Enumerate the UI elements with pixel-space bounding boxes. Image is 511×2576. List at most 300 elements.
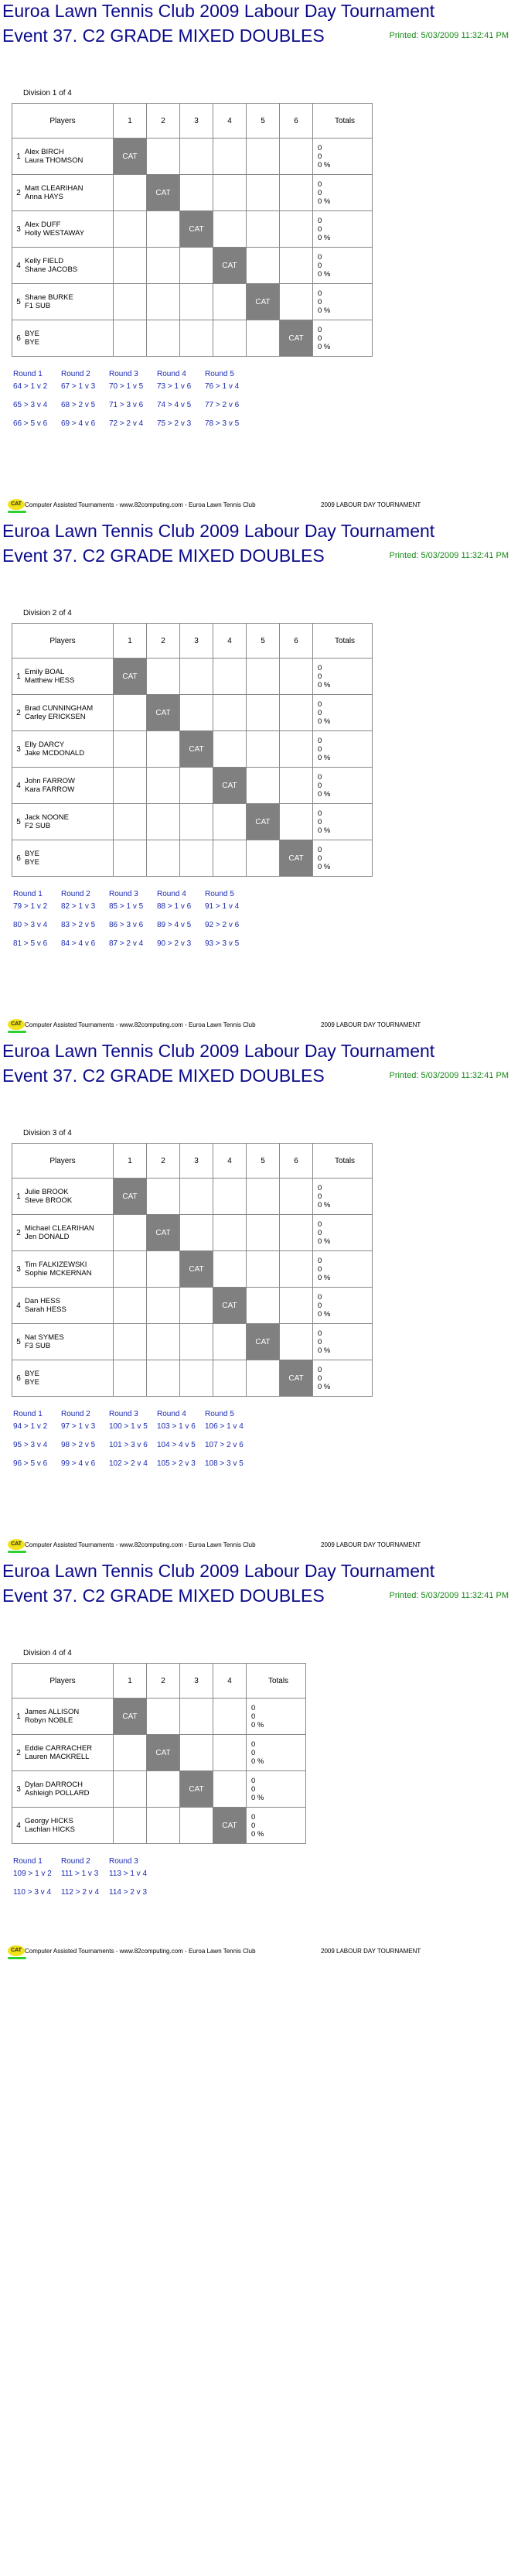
totals-header: Totals <box>247 1664 306 1699</box>
player-one-name: Nat SYMES <box>25 1333 64 1342</box>
total-value: 0 <box>251 1812 256 1822</box>
score-cell <box>180 248 213 284</box>
score-cell <box>180 1735 213 1771</box>
round-match: 108 > 3 v 5 <box>205 1459 244 1468</box>
page-header <box>0 520 511 570</box>
score-cell <box>114 284 147 320</box>
round-match: 95 > 3 v 4 <box>13 1441 48 1449</box>
score-cell <box>180 1215 213 1251</box>
player-cell <box>12 139 114 175</box>
player-two-name: Kara FARROW <box>25 785 75 794</box>
division-page <box>0 1040 511 1560</box>
division-page <box>0 0 511 520</box>
score-cell <box>114 804 147 840</box>
total-value: 0 <box>318 744 322 754</box>
score-cell <box>147 731 180 768</box>
player-two-name: F1 SUB <box>25 302 51 310</box>
self-match-cat-cell: CAT <box>280 1360 313 1397</box>
score-cell <box>213 1324 247 1360</box>
totals-cell <box>313 211 373 248</box>
column-number-header: 1 <box>114 104 147 139</box>
total-value: 0 % <box>318 789 331 799</box>
player-one-name: Jack NOONE <box>25 813 70 822</box>
player-number: 1 <box>16 1192 21 1201</box>
round-match: 113 > 1 v 4 <box>109 1870 148 1878</box>
round-robin-grid <box>12 103 373 357</box>
player-cell <box>12 804 114 840</box>
player-one-name: Julie BROOK <box>25 1188 69 1196</box>
tournament-title: Euroa Lawn Tennis Club 2009 Labour Day Tournament <box>2 1561 435 1581</box>
score-cell <box>180 1324 213 1360</box>
column-number-header: 1 <box>114 1144 147 1179</box>
player-names <box>25 148 83 165</box>
player-row <box>12 284 373 320</box>
player-one-name: Georgy HICKS <box>25 1817 73 1825</box>
total-value: 0 % <box>251 1793 264 1802</box>
column-number-header: 4 <box>213 104 247 139</box>
player-two-name: Jen DONALD <box>25 1233 70 1241</box>
player-cell <box>12 1771 114 1808</box>
players-header: Players <box>12 624 114 659</box>
round-match: 94 > 1 v 2 <box>13 1422 48 1431</box>
score-cell <box>280 731 313 768</box>
page-header <box>0 0 511 50</box>
score-cell <box>247 139 280 175</box>
player-number: 2 <box>16 1228 21 1237</box>
self-match-cat-cell: CAT <box>147 175 180 211</box>
column-number-header: 2 <box>147 1664 180 1699</box>
player-names <box>25 184 83 201</box>
tournament-title: Euroa Lawn Tennis Club 2009 Labour Day Tournament <box>2 521 435 541</box>
printed-timestamp: Printed: 5/03/2009 11:32:41 PM <box>389 551 509 560</box>
player-number: 3 <box>16 744 21 754</box>
player-cell <box>12 248 114 284</box>
total-value: 0 <box>318 772 322 782</box>
round-match: 84 > 4 v 6 <box>61 939 96 948</box>
totals-cell <box>313 1288 373 1324</box>
division-page <box>0 520 511 1040</box>
player-two-name: Shane JACOBS <box>25 265 78 274</box>
player-row <box>12 1251 373 1288</box>
player-row <box>12 840 373 877</box>
self-match-cat-cell: CAT <box>180 211 213 248</box>
round-match: 91 > 1 v 4 <box>205 902 240 911</box>
totals-cell <box>313 1251 373 1288</box>
total-value: 0 <box>318 845 322 854</box>
player-number: 2 <box>16 1748 21 1757</box>
score-cell <box>147 1808 180 1844</box>
player-one-name: BYE <box>25 850 40 858</box>
players-header: Players <box>12 1144 114 1179</box>
player-cell <box>12 659 114 695</box>
round-match: 106 > 1 v 4 <box>205 1422 244 1431</box>
round-match: 72 > 2 v 4 <box>109 419 144 428</box>
score-cell <box>147 768 180 804</box>
round-label: Round 5 <box>205 1410 234 1418</box>
score-cell <box>147 804 180 840</box>
score-cell <box>280 1288 313 1324</box>
player-number: 5 <box>16 1337 21 1346</box>
player-row <box>12 804 373 840</box>
event-title: Event 37. C2 GRADE MIXED DOUBLES <box>2 26 325 46</box>
column-number-header: 4 <box>213 1144 247 1179</box>
score-cell <box>280 175 313 211</box>
round-label: Round 3 <box>109 1410 138 1418</box>
totals-cell <box>313 1360 373 1397</box>
total-value: 0 <box>318 1183 322 1192</box>
round-match: 66 > 5 v 6 <box>13 419 48 428</box>
totals-cell <box>313 139 373 175</box>
total-value: 0 <box>251 1784 256 1794</box>
footer-left-text: Computer Assisted Tournaments - www.82computing.com - Euroa Lawn Tennis Club <box>25 1948 256 1955</box>
player-row <box>12 1771 306 1808</box>
page-header <box>0 1560 511 1610</box>
round-label: Round 3 <box>109 1857 138 1866</box>
column-number-header: 2 <box>147 1144 180 1179</box>
page-footer <box>8 1539 510 1555</box>
round-label: Round 4 <box>157 1410 186 1418</box>
totals-cell <box>313 731 373 768</box>
total-value: 0 % <box>251 1720 264 1729</box>
total-value: 0 <box>318 224 322 234</box>
self-match-cat-cell: CAT <box>114 139 147 175</box>
player-number: 6 <box>16 854 21 863</box>
player-cell <box>12 1808 114 1844</box>
score-cell <box>147 840 180 877</box>
round-match: 86 > 3 v 6 <box>109 921 144 929</box>
player-names <box>25 850 39 867</box>
player-names <box>25 1817 75 1834</box>
round-match: 89 > 4 v 5 <box>157 921 192 929</box>
player-number: 4 <box>16 1301 21 1310</box>
player-two-name: Sarah HESS <box>25 1305 66 1314</box>
player-names <box>25 1188 72 1205</box>
total-value: 0 % <box>318 1346 331 1355</box>
score-cell <box>180 695 213 731</box>
player-row <box>12 1215 373 1251</box>
round-match: 110 > 3 v 4 <box>13 1888 52 1897</box>
column-number-header: 3 <box>180 1664 213 1699</box>
round-match: 88 > 1 v 6 <box>157 902 192 911</box>
score-cell <box>114 768 147 804</box>
self-match-cat-cell: CAT <box>213 1808 247 1844</box>
totals-cell <box>313 840 373 877</box>
player-two-name: BYE <box>25 858 40 867</box>
round-label: Round 1 <box>13 890 43 898</box>
cat-logo-icon: CAT <box>8 1539 25 1550</box>
footer-right-text: 2009 LABOUR DAY TOURNAMENT <box>321 1021 421 1028</box>
round-match: 80 > 3 v 4 <box>13 921 48 929</box>
player-cell <box>12 1215 114 1251</box>
logo-underline-icon <box>8 1031 26 1033</box>
player-two-name: Sophie MCKERNAN <box>25 1269 92 1278</box>
round-match: 101 > 3 v 6 <box>109 1441 148 1449</box>
total-value: 0 % <box>318 160 331 169</box>
footer-right-text: 2009 LABOUR DAY TOURNAMENT <box>321 1948 421 1955</box>
player-number: 6 <box>16 334 21 343</box>
player-names <box>25 1744 92 1761</box>
player-cell <box>12 284 114 320</box>
total-value: 0 <box>251 1703 256 1712</box>
player-cell <box>12 1735 114 1771</box>
score-cell <box>213 1360 247 1397</box>
player-row <box>12 731 373 768</box>
round-match: 98 > 2 v 5 <box>61 1441 96 1449</box>
round-label: Round 1 <box>13 370 43 378</box>
player-cell <box>12 1360 114 1397</box>
self-match-cat-cell: CAT <box>280 320 313 357</box>
score-cell <box>280 1251 313 1288</box>
player-names <box>25 221 84 238</box>
score-cell <box>213 695 247 731</box>
score-cell <box>114 211 147 248</box>
round-label: Round 1 <box>13 1857 43 1866</box>
score-cell <box>213 840 247 877</box>
player-row <box>12 139 373 175</box>
player-cell <box>12 1324 114 1360</box>
logo-underline-icon <box>8 1957 26 1959</box>
score-cell <box>247 320 280 357</box>
player-names <box>25 330 39 347</box>
round-label: Round 2 <box>61 890 90 898</box>
score-cell <box>247 248 280 284</box>
player-cell <box>12 731 114 768</box>
round-match: 112 > 2 v 4 <box>61 1888 100 1897</box>
player-number: 4 <box>16 261 21 270</box>
column-number-header: 2 <box>147 624 180 659</box>
logo-underline-icon <box>8 511 26 513</box>
total-value: 0 <box>318 781 322 790</box>
player-names <box>25 668 74 685</box>
round-match: 96 > 5 v 6 <box>13 1459 48 1468</box>
round-label: Round 3 <box>109 890 138 898</box>
self-match-cat-cell: CAT <box>147 695 180 731</box>
score-cell <box>280 1215 313 1251</box>
self-match-cat-cell: CAT <box>114 1179 147 1215</box>
player-two-name: Anna HAYS <box>25 193 63 201</box>
score-cell <box>247 1215 280 1251</box>
score-cell <box>213 320 247 357</box>
total-value: 0 <box>318 325 322 334</box>
round-match: 105 > 2 v 3 <box>157 1459 196 1468</box>
round-match: 83 > 2 v 5 <box>61 921 96 929</box>
total-value: 0 <box>318 736 322 745</box>
score-cell <box>247 175 280 211</box>
round-match: 70 > 1 v 5 <box>109 382 144 391</box>
player-one-name: Eddie CARRACHER <box>25 1744 93 1753</box>
player-one-name: Alex BIRCH <box>25 148 64 156</box>
score-cell <box>247 731 280 768</box>
player-one-name: Alex DUFF <box>25 221 61 229</box>
score-cell <box>247 768 280 804</box>
score-cell <box>280 695 313 731</box>
score-cell <box>114 731 147 768</box>
score-cell <box>280 804 313 840</box>
grid-header-row <box>12 1664 306 1699</box>
total-value: 0 % <box>318 1200 331 1209</box>
score-cell <box>147 284 180 320</box>
players-header: Players <box>12 104 114 139</box>
round-match: 100 > 1 v 5 <box>109 1422 148 1431</box>
total-value: 0 % <box>318 269 331 279</box>
total-value: 0 <box>251 1712 256 1721</box>
score-cell <box>247 840 280 877</box>
score-cell <box>247 1288 280 1324</box>
player-two-name: F2 SUB <box>25 822 51 830</box>
score-cell <box>247 659 280 695</box>
total-value: 0 <box>251 1748 256 1757</box>
self-match-cat-cell: CAT <box>180 1771 213 1808</box>
total-value: 0 % <box>318 197 331 206</box>
total-value: 0 <box>318 1301 322 1310</box>
round-match: 65 > 3 v 4 <box>13 401 48 409</box>
column-number-header: 2 <box>147 104 180 139</box>
round-match: 114 > 2 v 3 <box>109 1888 148 1897</box>
score-cell <box>114 1360 147 1397</box>
round-match: 109 > 1 v 2 <box>13 1870 52 1878</box>
score-cell <box>180 320 213 357</box>
self-match-cat-cell: CAT <box>213 248 247 284</box>
totals-cell <box>313 695 373 731</box>
total-value: 0 <box>251 1821 256 1830</box>
score-cell <box>180 1360 213 1397</box>
total-value: 0 % <box>318 1382 331 1391</box>
player-row <box>12 320 373 357</box>
score-cell <box>280 1324 313 1360</box>
totals-cell <box>247 1735 306 1771</box>
player-two-name: Ashleigh POLLARD <box>25 1789 90 1798</box>
score-cell <box>180 804 213 840</box>
total-value: 0 <box>318 143 322 152</box>
self-match-cat-cell: CAT <box>247 804 280 840</box>
player-one-name: BYE <box>25 330 40 338</box>
totals-header: Totals <box>313 104 373 139</box>
player-cell <box>12 695 114 731</box>
score-cell <box>247 211 280 248</box>
printed-timestamp: Printed: 5/03/2009 11:32:41 PM <box>389 1071 509 1080</box>
player-row <box>12 211 373 248</box>
round-label: Round 3 <box>109 370 138 378</box>
player-two-name: Carley ERICKSEN <box>25 713 86 721</box>
player-row <box>12 1699 306 1735</box>
total-value: 0 % <box>318 753 331 762</box>
round-label: Round 2 <box>61 1857 90 1866</box>
score-cell <box>114 1288 147 1324</box>
round-match: 90 > 2 v 3 <box>157 939 192 948</box>
tournament-title: Euroa Lawn Tennis Club 2009 Labour Day Tournament <box>2 1041 435 1061</box>
score-cell <box>114 1771 147 1808</box>
player-names <box>25 257 77 274</box>
total-value: 0 <box>318 1292 322 1302</box>
score-cell <box>147 320 180 357</box>
player-two-name: BYE <box>25 1378 40 1387</box>
total-value: 0 <box>318 216 322 225</box>
score-cell <box>147 248 180 284</box>
player-number: 2 <box>16 708 21 717</box>
score-cell <box>180 1288 213 1324</box>
player-cell <box>12 1251 114 1288</box>
page-footer <box>8 499 510 515</box>
player-number: 3 <box>16 1784 21 1794</box>
column-number-header: 1 <box>114 624 147 659</box>
column-number-header: 5 <box>247 624 280 659</box>
player-names <box>25 1708 79 1725</box>
cat-logo-icon: CAT <box>8 499 25 510</box>
total-value: 0 <box>251 1776 256 1785</box>
logo-underline-icon <box>8 1551 26 1553</box>
round-robin-grid <box>12 1663 306 1844</box>
player-one-name: Matt CLEARIHAN <box>25 184 83 193</box>
self-match-cat-cell: CAT <box>147 1735 180 1771</box>
score-cell <box>280 659 313 695</box>
score-cell <box>180 659 213 695</box>
player-one-name: Brad CUNNINGHAM <box>25 704 94 713</box>
score-cell <box>213 175 247 211</box>
total-value: 0 <box>318 334 322 343</box>
round-match: 64 > 1 v 2 <box>13 382 48 391</box>
grid-header-row <box>12 1144 373 1179</box>
player-number: 5 <box>16 817 21 826</box>
total-value: 0 <box>318 1264 322 1274</box>
players-header: Players <box>12 1664 114 1699</box>
total-value: 0 <box>318 289 322 298</box>
total-value: 0 <box>318 817 322 826</box>
totals-cell <box>247 1699 306 1735</box>
round-label: Round 5 <box>205 370 234 378</box>
player-cell <box>12 1179 114 1215</box>
player-number: 2 <box>16 188 21 197</box>
column-number-header: 4 <box>213 624 247 659</box>
total-value: 0 % <box>318 1273 331 1282</box>
score-cell <box>247 1179 280 1215</box>
column-number-header: 6 <box>280 104 313 139</box>
player-row <box>12 768 373 804</box>
division-label: Division 1 of 4 <box>23 89 72 97</box>
player-row <box>12 695 373 731</box>
player-row <box>12 1360 373 1397</box>
player-cell <box>12 320 114 357</box>
player-one-name: Emily BOAL <box>25 668 65 676</box>
page-footer <box>8 1945 510 1961</box>
score-cell <box>247 695 280 731</box>
player-row <box>12 1735 306 1771</box>
totals-cell <box>247 1771 306 1808</box>
score-cell <box>114 175 147 211</box>
player-one-name: Shane BURKE <box>25 293 73 302</box>
round-match: 79 > 1 v 2 <box>13 902 48 911</box>
score-cell <box>180 1808 213 1844</box>
total-value: 0 % <box>318 306 331 315</box>
player-two-name: Matthew HESS <box>25 676 75 685</box>
score-cell <box>180 139 213 175</box>
score-cell <box>280 248 313 284</box>
score-cell <box>180 1699 213 1735</box>
totals-header: Totals <box>313 624 373 659</box>
round-match: 82 > 1 v 3 <box>61 902 96 911</box>
round-match: 67 > 1 v 3 <box>61 382 96 391</box>
score-cell <box>213 139 247 175</box>
player-names <box>25 1224 94 1241</box>
total-value: 0 % <box>251 1829 264 1839</box>
round-match: 99 > 4 v 6 <box>61 1459 96 1468</box>
player-names <box>25 1333 64 1350</box>
column-number-header: 1 <box>114 1664 147 1699</box>
total-value: 0 <box>318 1220 322 1229</box>
total-value: 0 % <box>318 717 331 726</box>
round-match: 104 > 4 v 5 <box>157 1441 196 1449</box>
round-match: 103 > 1 v 6 <box>157 1422 196 1431</box>
player-cell <box>12 211 114 248</box>
